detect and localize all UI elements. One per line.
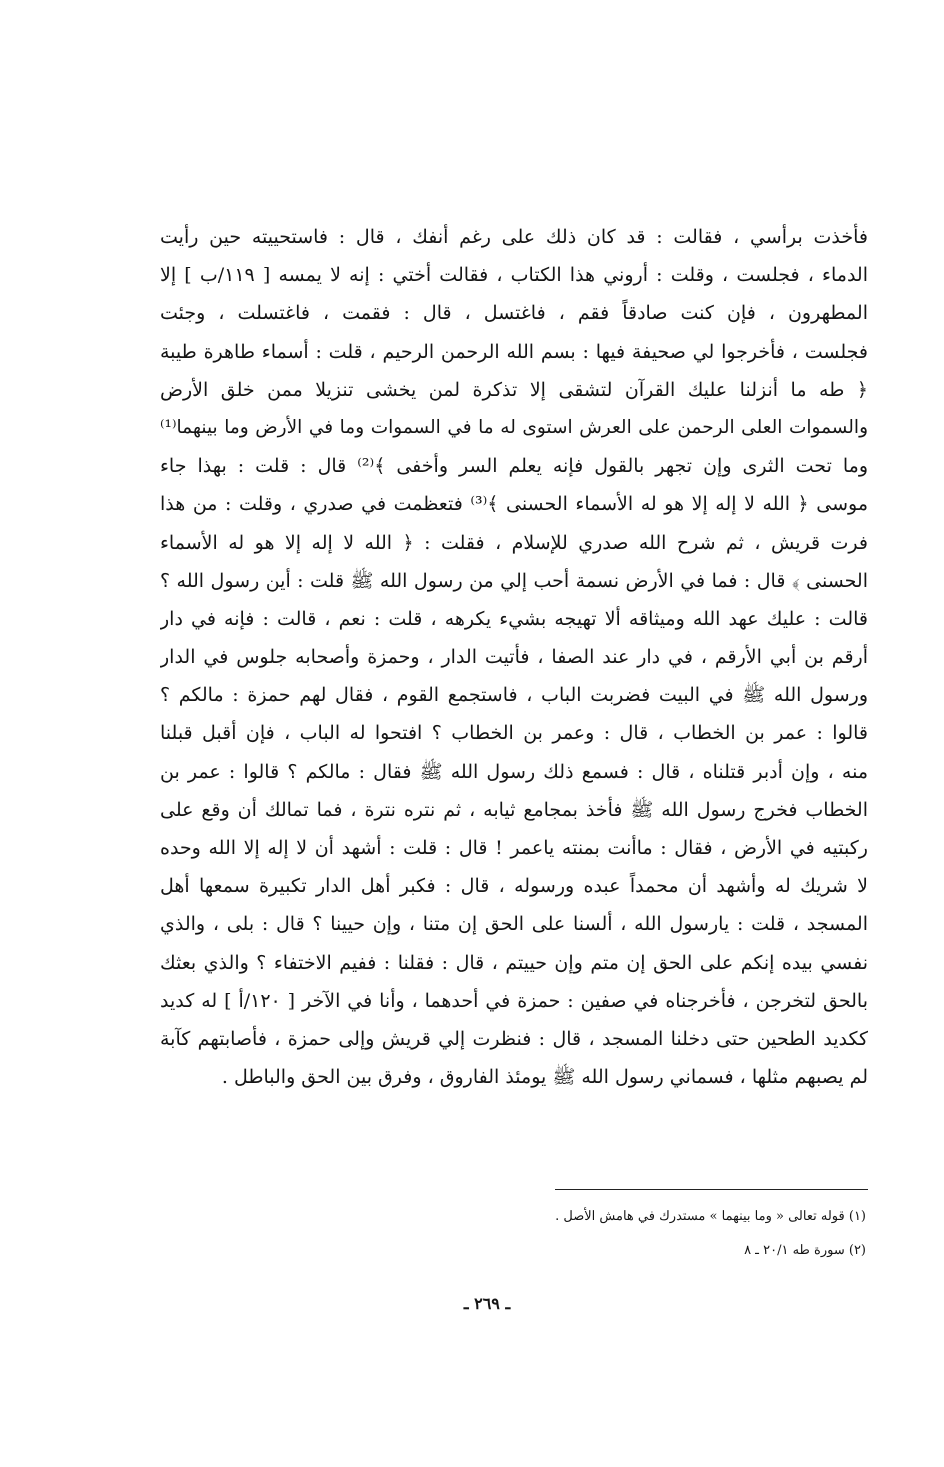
text-line: ورسول الله ﷺ في البيت فضربت الباب ، فاستجمع القوم ، فقال لهم حمزة : مالكم ؟ xyxy=(160,684,868,707)
text-line: ركبتيه في الأرض ، فقال : ماأنت بمنته ياعمر ! قال : قلت : أشهد أن لا إله إلا الله وحده xyxy=(160,837,868,859)
text-line: نفسي بيده إنكم على الحق إن متم وإن حييتم ، قال : فقلنا : ففيم الاختفاء ؟ والذي بعثك xyxy=(160,951,868,974)
text-line: وما تحت الثرى وإن تجهر بالقول فإنه يعلم السر وأخفى ﴾⁽²⁾ قال : قلت : بهذا جاء xyxy=(160,455,868,478)
text-line: الخطاب فخرج رسول الله ﷺ فأخذ بمجامع ثيابه ، ثم نتره نترة ، فما تمالك أن وقع على xyxy=(160,798,868,821)
page-number: ـ ٢٦٩ ـ xyxy=(463,1294,511,1313)
text-line: الحسنى ﴾ قال : فما في الأرض نسمة أحب إلي من رسول الله ﷺ قلت : أين رسول الله ؟ xyxy=(160,569,868,592)
footnote: (١) قوله تعالى « وما بينهما » مستدرك في هامش الأصل . xyxy=(555,1209,866,1224)
text-line: قالوا : عمر بن الخطاب ، قال : وعمر بن الخطاب ؟ افتحوا له الباب ، فإن أقبل قبلنا xyxy=(160,722,868,745)
footnote-separator xyxy=(555,1189,868,1190)
text-line: فجلست ، فأخرجوا لي صحيفة فيها : بسم الله الرحمن الرحيم ، قلت : أسماء طاهرة طيبة xyxy=(160,340,868,363)
text-line: ﴿ طه ما أنزلنا عليك القرآن لتشقى إلا تذكرة لمن يخشى تنزيلا ممن خلق الأرض xyxy=(160,378,868,401)
text-line: لا شريك له وأشهد أن محمداً عبده ورسوله ، قال : فكبر أهل الدار تكبيرة سمعها أهل xyxy=(160,875,868,898)
text-line: المسجد ، قلت : يارسول الله ، ألسنا على الحق إن متنا ، وإن حيينا ؟ قال : بلى ، والذي xyxy=(160,913,868,936)
text-line: موسى ﴿ الله لا إله إلا هو له الأسماء الحسنى ﴾⁽³⁾ فتعظمت في صدري ، وقلت : من هذا xyxy=(160,493,868,516)
text-line: الدماء ، فجلست ، وقلت : أروني هذا الكتاب ، فقالت أختي : إنه لا يمسه [ ١١٩/ب ] إلا xyxy=(160,264,868,287)
text-line: بالحق لتخرجن ، فأخرجناه في صفين : حمزة في أحدهما ، وأنا في الآخر [ ١٢٠/أ ] له كديد xyxy=(160,989,868,1012)
footnote: (٢) سورة طه ٢٠/١ ـ ٨ xyxy=(744,1243,866,1258)
text-line: فأخذت برأسي ، فقالت : قد كان ذلك على رغم أنفك ، قال : فاستحييته حين رأيت xyxy=(160,226,868,248)
main-text-block xyxy=(160,218,868,1096)
text-line-last: لم يصبهم مثلها ، فسماني رسول الله ﷺ يومئذ الفاروق ، وفرق بين الحق والباطل . xyxy=(221,1066,868,1089)
text-line: قالت : عليك عهد الله وميثاقه ألا تهيجه بشيء يكرهه ، قلت : نعم ، قالت : فإنه في دار xyxy=(160,607,868,630)
text-line: فرت قريش ، ثم شرح الله صدري للإسلام ، فقلت : ﴿ الله لا إله إلا هو له الأسماء xyxy=(160,531,868,554)
text-line: والسموات العلى الرحمن على العرش استوى له ما في السموات وما في الأرض وما بينهما⁽¹⁾ xyxy=(160,416,868,438)
text-line: ككديد الطحين حتى دخلنا المسجد ، قال : فنظرت إلي قريش وإلى حمزة ، فأصابتهم كآبة xyxy=(160,1027,868,1050)
footnotes xyxy=(420,1200,866,1268)
text-line: المطهرون ، فإن كنت صادقاً فقم ، فاغتسل ، قال : فقمت ، فاغتسلت ، وجئت xyxy=(160,302,868,325)
text-line: أرقم بن أبي الأرقم ، في دار عند الصفا ، فأتيت الدار ، وحمزة وأصحابه جلوس في الدار xyxy=(160,646,868,669)
text-line: منه ، وإن أدبر قتلناه ، قال : فسمع ذلك رسول الله ﷺ فقال : مالكم ؟ قالوا : عمر بن xyxy=(160,760,868,783)
